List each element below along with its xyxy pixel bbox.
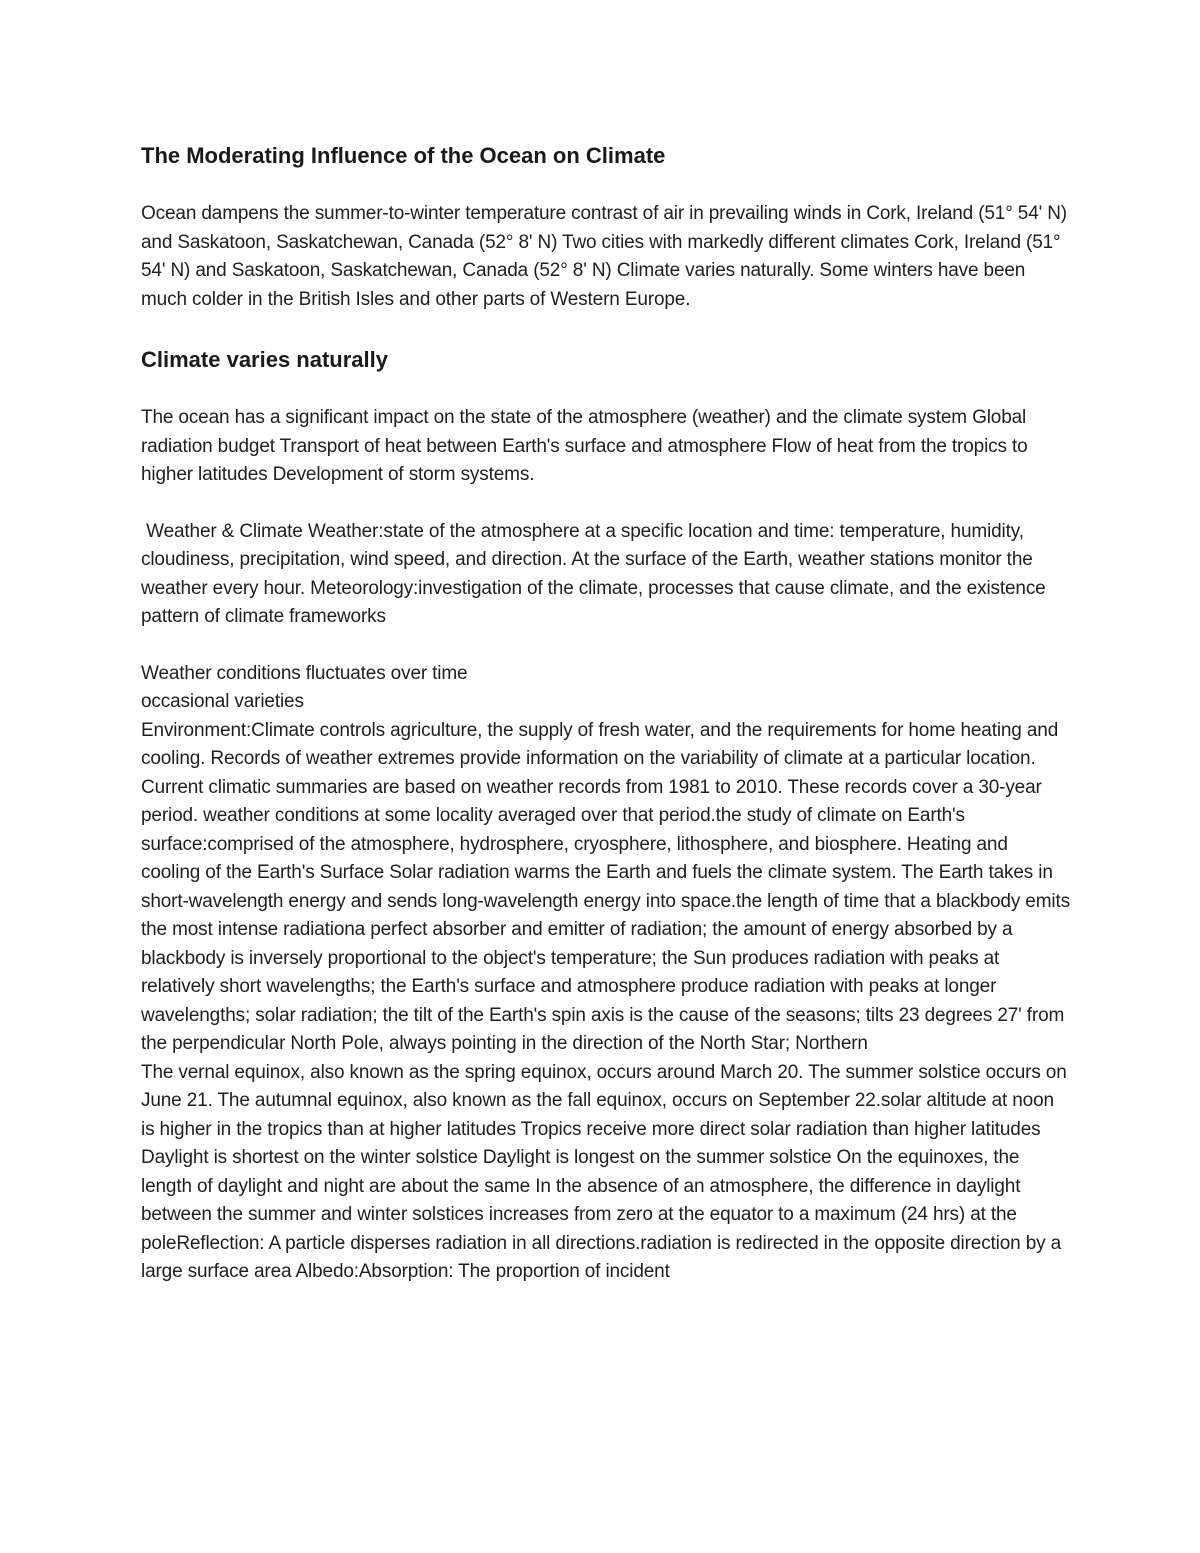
fluctuation-line: Weather conditions fluctuates over time	[141, 662, 468, 684]
section-heading: Climate varies naturally	[141, 347, 389, 372]
document-body	[141, 142, 1071, 1287]
weather-climate-paragraph: Weather & Climate Weather:state of the atmosphere at a specific location and time: temperature, humidity, cloudiness, precipitation, wind speed, and direction. At the surface of the Earth, weather stations monitor the weather every hour. Meteorology:investigation of the climate, processes that cause climate, and the existence pattern of climate frameworks	[141, 520, 1051, 627]
document-title: The Moderating Influence of the Ocean on Climate	[141, 143, 666, 168]
equinox-paragraph: The vernal equinox, also known as the spring equinox, occurs around March 20. The summer solstice occurs on June 21. The autumnal equinox, also known as the fall equinox, occurs on September 22.solar altitude at noon is higher in the tropics than at higher latitudes Tropics receive more direct solar radiation than higher latitudes Daylight is shortest on the winter solstice Daylight is longest on the summer solstice On the equinoxes, the length of daylight and night are about the same In the absence of an atmosphere, the difference in daylight between the summer and winter solstices increases from zero at the equator to a maximum (24 hrs) at the poleReflection: A particle disperses radiation in all directions.radiation is redirected in the opposite direction by a large surface area Albedo:Absorption: The proportion of incident	[141, 1061, 1067, 1282]
ocean-impact-paragraph: The ocean has a significant impact on the state of the atmosphere (weather) and the climate system Global radiation budget Transport of heat between Earth's surface and atmosphere Flow of heat from the tropics to higher latitudes Development of storm systems.	[141, 407, 1028, 485]
intro-paragraph: Ocean dampens the summer-to-winter temperature contrast of air in prevailing winds in Cork, Ireland (51° 54' N) and Saskatoon, Saskatchewan, Canada (52° 8' N) Two cities with markedly different climates Cork, Ireland (51° 54' N) and Saskatoon, Saskatchewan, Canada (52° 8' N) Climate varies naturally. Some winters have been much colder in the British Isles and other parts of Western Europe.	[141, 203, 1067, 310]
environment-paragraph: Environment:Climate controls agriculture, the supply of fresh water, and the requirements for home heating and cooling. Records of weather extremes provide information on the variability of climate at a particular location. Current climatic summaries are based on weather records from 1981 to 2010. These records cover a 30-year period. weather conditions at some locality averaged over that period.the study of climate on Earth's surface:comprised of the atmosphere, hydrosphere, cryosphere, lithosphere, and biosphere. Heating and cooling of the Earth's Surface Solar radiation warms the Earth and fuels the climate system. The Earth takes in short-wavelength energy and sends long-wavelength energy into space.the length of time that a blackbody emits the most intense radiationa perfect absorber and emitter of radiation; the amount of energy absorbed by a blackbody is inversely proportional to the object's temperature; the Sun produces radiation with peaks at relatively short wavelengths; the Earth's surface and atmosphere produce radiation with peaks at longer wavelengths; solar radiation; the tilt of the Earth's spin axis is the cause of the seasons; tilts 23 degrees 27' from the perpendicular North Pole, always pointing in the direction of the North Star; Northern	[141, 719, 1070, 1054]
varieties-line: occasional varieties	[141, 691, 304, 712]
